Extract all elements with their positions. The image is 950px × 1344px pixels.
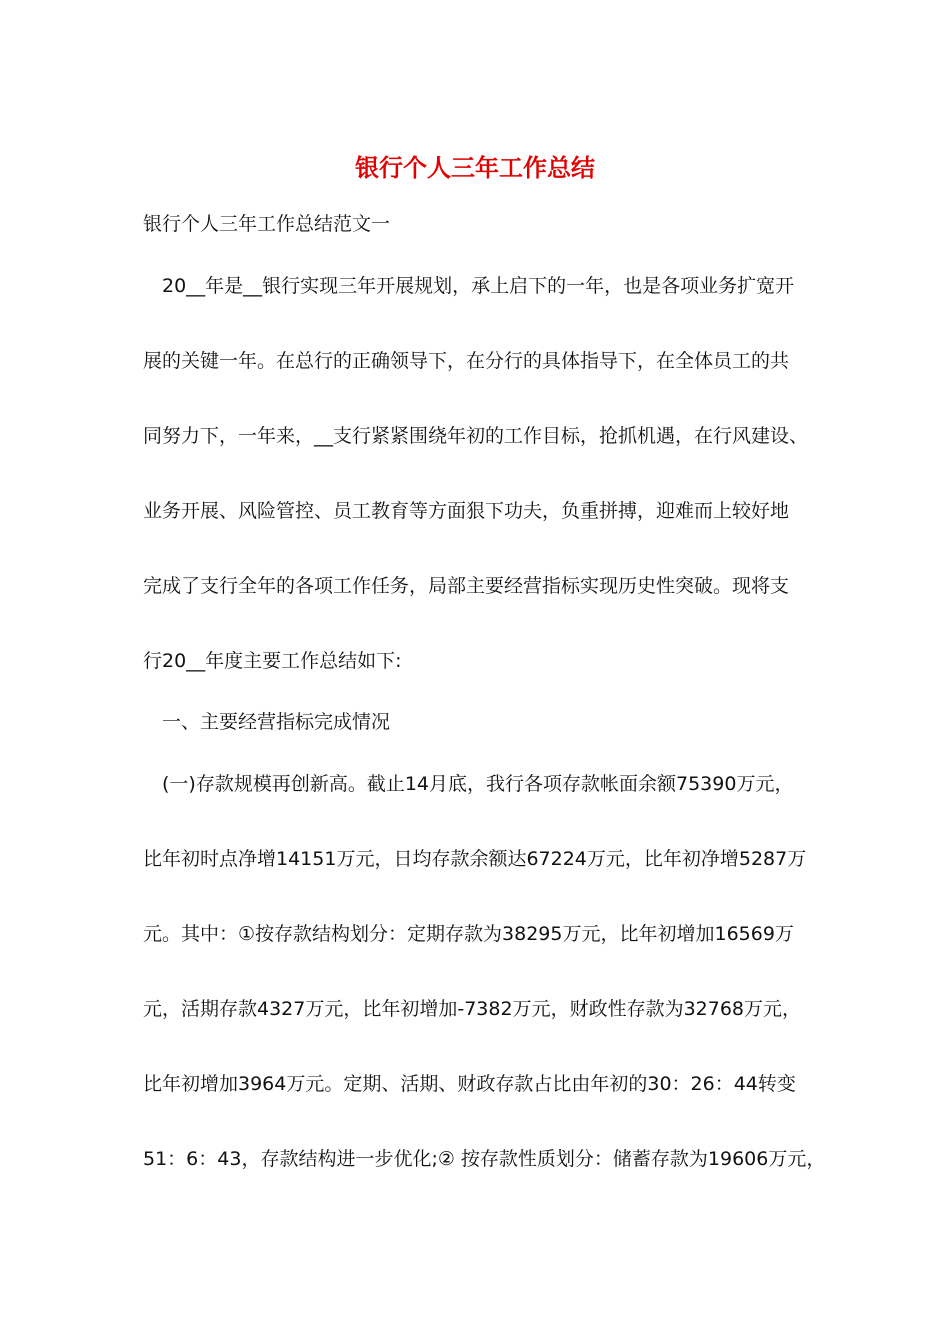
paragraph-line: 20__年是__银行实现三年开展规划，承上启下的一年，也是各项业务扩宽开 <box>143 275 795 297</box>
document-subtitle: 银行个人三年工作总结范文一 <box>143 213 391 235</box>
paragraph-line: 完成了支行全年的各项工作任务，局部主要经营指标实现历史性突破。现将支 <box>143 575 790 597</box>
paragraph-line: (一)存款规模再创新高。截止14月底，我行各项存款帐面余额75390万元， <box>143 773 794 795</box>
document-title: 银行个人三年工作总结 <box>355 153 595 182</box>
section-heading: 一、主要经营指标完成情况 <box>143 711 391 733</box>
paragraph-line: 行20__年度主要工作总结如下: <box>143 650 402 672</box>
paragraph-line: 51：6：43，存款结构进一步优化;② 按存款性质划分：储蓄存款为19606万元， <box>143 1148 826 1170</box>
paragraph-line: 展的关键一年。在总行的正确领导下，在分行的具体指导下，在全体员工的共 <box>143 350 790 372</box>
paragraph-line: 元。其中：①按存款结构划分：定期存款为38295万元，比年初增加16569万 <box>143 923 794 945</box>
paragraph-line: 比年初增加3964万元。定期、活期、财政存款占比由年初的30：26：44转变 <box>143 1073 796 1095</box>
paragraph-line: 元，活期存款4327万元，比年初增加-7382万元，财政性存款为32768万元， <box>143 998 802 1020</box>
paragraph-line: 比年初时点净增14151万元，日均存款余额达67224万元，比年初净增5287万 <box>143 848 807 870</box>
paragraph-line: 业务开展、风险管控、员工教育等方面狠下功夫，负重拼搏，迎难而上较好地 <box>143 500 790 522</box>
paragraph-line: 同努力下，一年来，__支行紧紧围绕年初的工作目标，抢抓机遇，在行风建设、 <box>143 425 809 447</box>
